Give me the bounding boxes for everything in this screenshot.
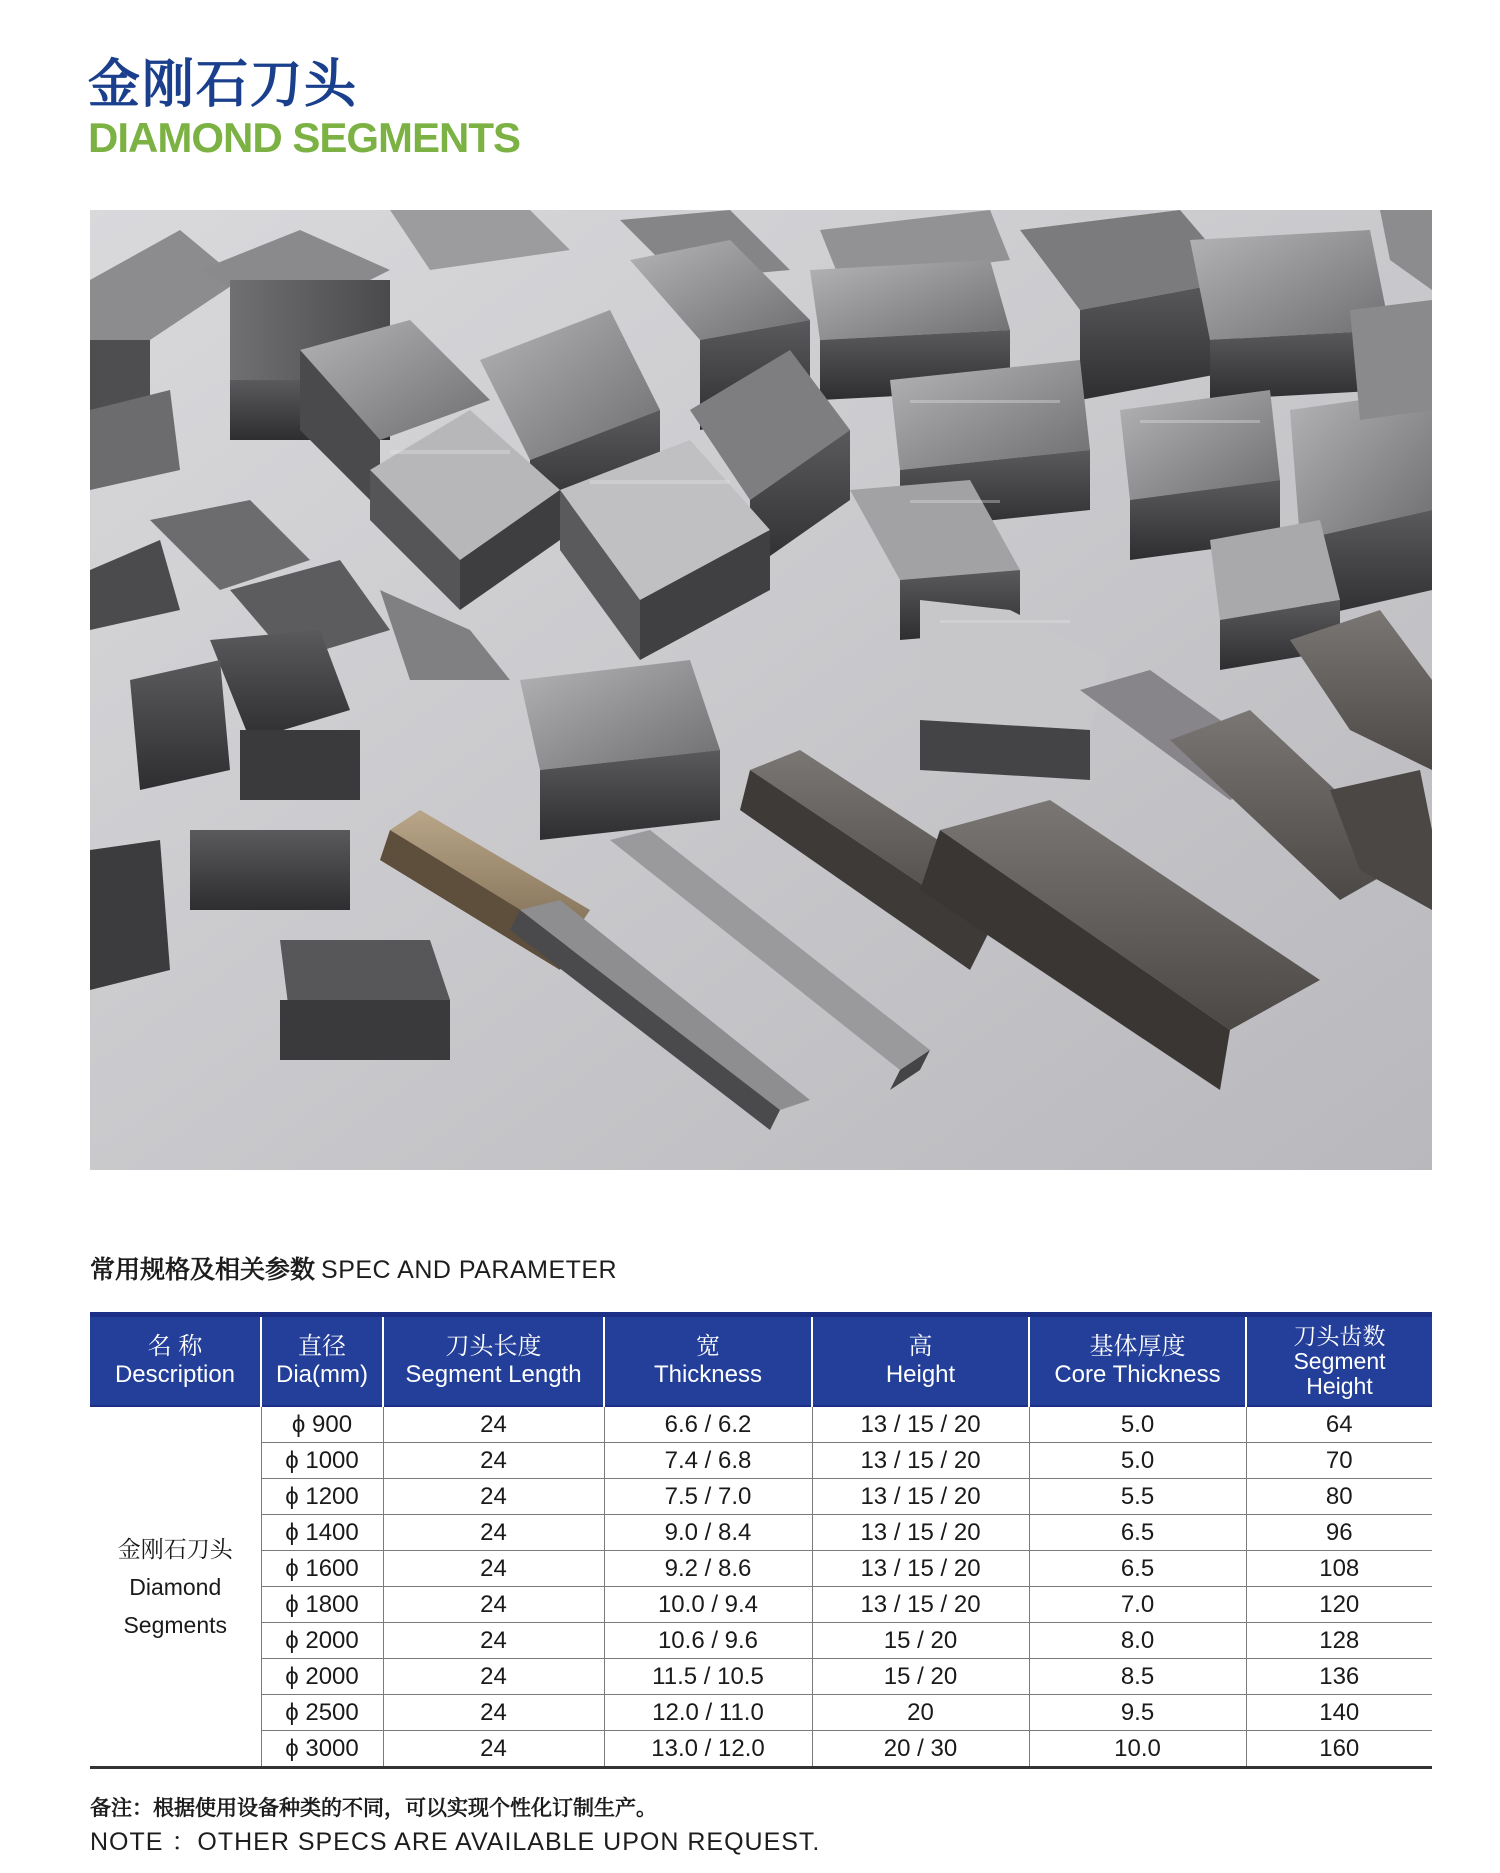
header-segment-height-en2: Height: [1306, 1372, 1373, 1399]
cell-height: 20: [812, 1695, 1029, 1731]
cell-thickness: 7.5 / 7.0: [604, 1479, 812, 1515]
cell-segment: 108: [1246, 1551, 1432, 1587]
header-height-cn: 高: [908, 1333, 933, 1360]
header-segment-length-en: Segment Length: [405, 1361, 582, 1388]
cell-segment: 128: [1246, 1623, 1432, 1659]
cell-dia: ϕ 2000: [261, 1659, 383, 1695]
note-en: NOTE ：OTHER SPECS ARE AVAILABLE UPON REQUEST.: [90, 1828, 821, 1856]
header-thickness-en: Thickness: [653, 1361, 763, 1388]
cell-length: 24: [383, 1659, 604, 1695]
cell-core: 5.5: [1029, 1479, 1246, 1515]
header-dia-en: Dia(mm): [276, 1361, 368, 1388]
cell-height: 13 / 15 / 20: [812, 1479, 1029, 1515]
cell-dia: ϕ 1400: [261, 1515, 383, 1551]
cell-core: 7.0: [1029, 1587, 1246, 1623]
cell-dia: ϕ 2000: [261, 1623, 383, 1659]
description-en1: Diamond: [129, 1573, 222, 1600]
cell-dia: ϕ 1600: [261, 1551, 383, 1587]
table-row: [90, 1551, 1432, 1587]
description-en2: Segments: [123, 1611, 228, 1638]
cell-height: 20 / 30: [812, 1731, 1029, 1767]
table-row: [90, 1623, 1432, 1659]
header-segment-length-cn: 刀头长度: [445, 1333, 542, 1360]
cell-height: 13 / 15 / 20: [812, 1587, 1029, 1623]
cell-height: 13 / 15 / 20: [812, 1551, 1029, 1587]
header-segment-length: [383, 1317, 604, 1406]
table-bottom-rule: [90, 1766, 1432, 1769]
header-core-thickness-en: Core Thickness: [1054, 1361, 1221, 1388]
spec-section-title-en: SPEC AND PARAMETER: [321, 1256, 618, 1284]
cell-length: 24: [383, 1695, 604, 1731]
product-photo: [90, 210, 1432, 1170]
cell-thickness: 9.0 / 8.4: [604, 1515, 812, 1551]
cell-segment: 160: [1246, 1731, 1432, 1767]
cell-length: 24: [383, 1551, 604, 1587]
cell-length: 24: [383, 1515, 604, 1551]
cell-segment: 140: [1246, 1695, 1432, 1731]
cell-height: 13 / 15 / 20: [812, 1406, 1029, 1443]
cell-thickness: 6.6 / 6.2: [604, 1406, 812, 1443]
table-row: [90, 1659, 1432, 1695]
cell-core: 5.0: [1029, 1406, 1246, 1443]
cell-length: 24: [383, 1731, 604, 1767]
cell-height: 13 / 15 / 20: [812, 1443, 1029, 1479]
header-dia-cn: 直径: [298, 1333, 346, 1360]
cell-dia: ϕ 1200: [261, 1479, 383, 1515]
table-row: [90, 1731, 1432, 1767]
cell-segment: 120: [1246, 1587, 1432, 1623]
table-row: [90, 1695, 1432, 1731]
cell-thickness: 7.4 / 6.8: [604, 1443, 812, 1479]
cell-length: 24: [383, 1623, 604, 1659]
header-height-en: Height: [885, 1361, 956, 1388]
cell-thickness: 11.5 / 10.5: [604, 1659, 812, 1695]
header-segment-height: [1246, 1317, 1432, 1406]
cell-length: 24: [383, 1443, 604, 1479]
cell-thickness: 13.0 / 12.0: [604, 1731, 812, 1767]
cell-dia: ϕ 3000: [261, 1731, 383, 1767]
cell-height: 13 / 15 / 20: [812, 1515, 1029, 1551]
cell-core: 8.0: [1029, 1623, 1246, 1659]
spec-section-title-cn: 常用规格及相关参数: [90, 1256, 316, 1284]
cell-thickness: 10.0 / 9.4: [604, 1587, 812, 1623]
spec-table-body: [90, 1406, 1432, 1766]
page-title-cn: 金刚石刀头: [88, 55, 359, 115]
header-core-thickness-cn: 基体厚度: [1089, 1333, 1186, 1360]
spec-table: [90, 1317, 1432, 1766]
cell-height: 15 / 20: [812, 1659, 1029, 1695]
cell-dia: ϕ 1000: [261, 1443, 383, 1479]
cell-length: 24: [383, 1587, 604, 1623]
cell-thickness: 12.0 / 11.0: [604, 1695, 812, 1731]
cell-core: 10.0: [1029, 1731, 1246, 1767]
cell-core: 5.0: [1029, 1443, 1246, 1479]
cell-thickness: 9.2 / 8.6: [604, 1551, 812, 1587]
header-core-thickness: [1029, 1317, 1246, 1406]
cell-segment: 96: [1246, 1515, 1432, 1551]
cell-thickness: 10.6 / 9.6: [604, 1623, 812, 1659]
spec-section-title: [90, 1250, 617, 1286]
cell-segment: 80: [1246, 1479, 1432, 1515]
cell-dia: ϕ 1800: [261, 1587, 383, 1623]
header-height: [812, 1317, 1029, 1406]
table-row: [90, 1515, 1432, 1551]
header-description-cn: 名 称: [147, 1333, 203, 1360]
cell-segment: 136: [1246, 1659, 1432, 1695]
cell-core: 6.5: [1029, 1515, 1246, 1551]
table-row: [90, 1479, 1432, 1515]
cell-length: 24: [383, 1406, 604, 1443]
cell-core: 9.5: [1029, 1695, 1246, 1731]
header-description-en: Description: [114, 1361, 236, 1388]
page-title-en: DIAMOND SEGMENTS: [88, 114, 521, 161]
header-segment-height-en1: Segment: [1293, 1347, 1386, 1374]
note-cn: 备注：根据使用设备种类的不同，可以实现个性化订制生产。: [90, 1797, 657, 1820]
description-cn: 金刚石刀头: [117, 1535, 233, 1562]
header-dia: [261, 1317, 383, 1406]
cell-height: 15 / 20: [812, 1623, 1029, 1659]
table-row: [90, 1406, 1432, 1443]
cell-segment: 64: [1246, 1406, 1432, 1443]
table-header-row: [90, 1317, 1432, 1406]
cell-core: 8.5: [1029, 1659, 1246, 1695]
header-thickness-cn: 宽: [696, 1333, 720, 1360]
cell-core: 6.5: [1029, 1551, 1246, 1587]
header-segment-height-cn: 刀头齿数: [1293, 1322, 1386, 1349]
cell-dia: ϕ 900: [261, 1406, 383, 1443]
header-description: [90, 1317, 261, 1406]
cell-segment: 70: [1246, 1443, 1432, 1479]
header-thickness: [604, 1317, 812, 1406]
table-row: [90, 1443, 1432, 1479]
table-row: [90, 1587, 1432, 1623]
description-cell: [90, 1406, 261, 1766]
cell-dia: ϕ 2500: [261, 1695, 383, 1731]
cell-length: 24: [383, 1479, 604, 1515]
spec-table-container: [90, 1312, 1432, 1769]
